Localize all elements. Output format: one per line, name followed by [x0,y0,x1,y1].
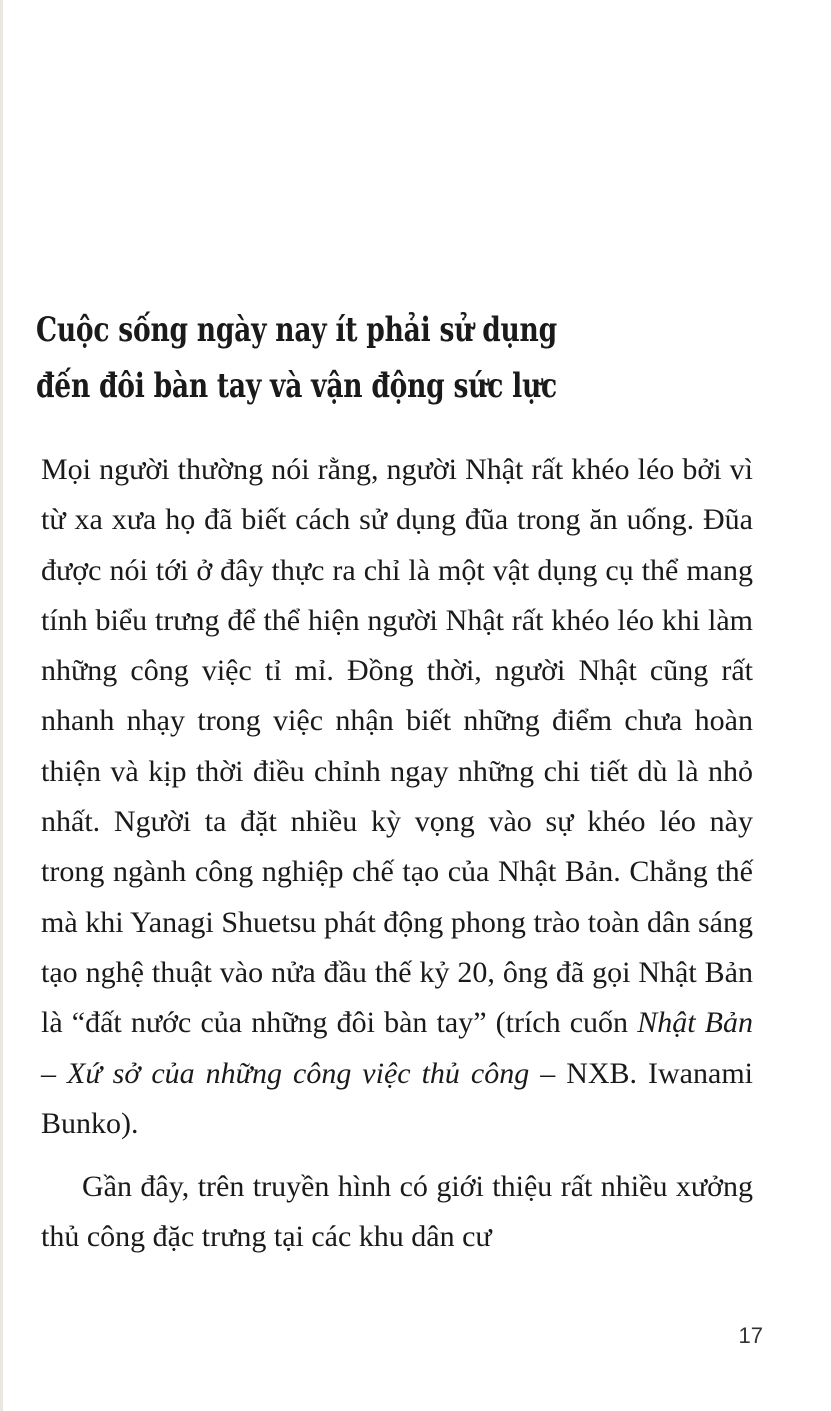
section-heading [36,302,629,414]
page-number: 17 [738,1323,763,1348]
body-text [41,445,753,1263]
paragraph-1 [41,445,753,1149]
book-title-italic: Nhật Bản – Xứ sở của những công việc thủ công [41,1006,754,1090]
heading-line-1: Cuộc sống ngày nay ít phải sử dụng [36,310,557,350]
paragraph-1-text: Mọi người thường nói rằng, người Nhật rất khéo léo bởi vì từ xa xưa họ đã biết cách sử dụng đũa trong ăn uống. Đũa được nói tới ở đây thực ra chỉ là một vật dụng cụ thể mang tính biểu trưng để thể hiện người Nhật rất khéo léo khi làm những công việc tỉ mỉ. Đồng thời, người Nhật cũng rất nhanh nhạy trong việc nhận biết những điểm chưa hoàn thiện và kịp thời điều chỉnh ngay những chi tiết dù là nhỏ nhất. Người ta đặt nhiều kỳ vọng vào sự khéo léo này trong ngành công nghiệp chế tạo của Nhật Bản. Chẳng thế mà khi Yanagi Shuetsu phát động phong trào toàn dân sáng tạo nghệ thuật vào nửa đầu thế kỷ 20, ông đã gọi Nhật Bản là “đất nước của những đôi bàn tay” (trích cuốn [41,453,753,1040]
paragraph-2-text: Gần đây, trên truyền hình có giới thiệu rất nhiều xưởng thủ công đặc trưng tại các khu dân cư [41,1170,753,1254]
page-edge [0,0,3,1411]
paragraph-2 [41,1162,753,1263]
heading-line-2: đến đôi bàn tay và vận động sức lực [36,366,557,406]
paragraph-1-tail: – NXB. Iwanami Bunko). [41,1056,753,1140]
